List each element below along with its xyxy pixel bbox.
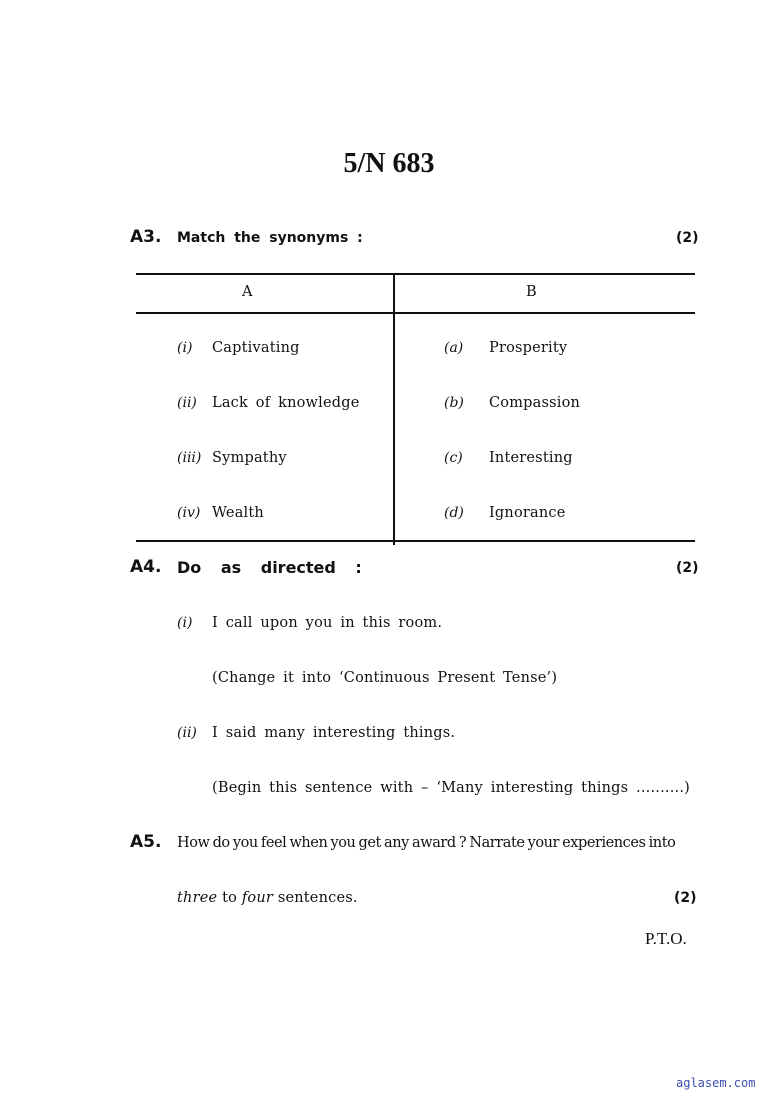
item-instruction: (Change it into ‘Continuous Present Tense’) [212,670,558,686]
item-number: (i) [177,615,193,631]
row-a-number: (i) [177,340,193,356]
row-b-number: (b) [444,395,464,411]
table-top-rule [136,273,695,275]
row-b-text: Prosperity [489,340,568,356]
row-b-number: (a) [444,340,464,356]
item-sentence: I call upon you in this room. [212,615,443,631]
row-a-text: Wealth [212,505,264,521]
question-text-a5-line2 [177,890,358,906]
row-a-text: Lack of knowledge [212,395,360,411]
row-a-text: Sympathy [212,450,287,466]
table-divider [393,273,395,545]
item-sentence: I said many interesting things. [212,725,456,741]
item-number: (ii) [177,725,197,741]
row-b-text: Compassion [489,395,581,411]
text-to: to [217,890,242,906]
item-instruction: (Begin this sentence with – ‘Many interesting things ..........) [212,780,691,796]
row-a-number: (iv) [177,505,201,521]
row-b-number: (d) [444,505,464,521]
column-a-header: A [242,284,253,300]
question-text-a5: How do you feel when you get any award ? Narrate your experiences into [177,835,676,851]
footer-watermark: aglasem.com [676,1076,756,1090]
column-b-header: B [526,284,537,300]
table-header-rule [136,312,695,314]
marks-a4: (2) [676,560,699,576]
question-title-a3: Match the synonyms : [177,230,363,246]
text-sentences: sentences. [273,890,358,906]
question-title-a4: Do as directed : [177,558,362,577]
row-b-text: Interesting [489,450,573,466]
row-a-text: Captivating [212,340,300,356]
row-b-text: Ignorance [489,505,566,521]
question-number-a3: A3. [130,227,162,247]
row-a-number: (iii) [177,450,202,466]
emphasis-three: three [177,890,218,906]
row-a-number: (ii) [177,395,197,411]
please-turn-over: P.T.O. [645,929,687,948]
question-number-a4: A4. [130,557,162,577]
marks-a5: (2) [674,890,697,906]
table-bottom-rule [136,540,695,542]
paper-code: 5/N 683 [343,148,435,179]
marks-a3: (2) [676,230,699,246]
question-number-a5: A5. [130,832,162,852]
row-b-number: (c) [444,450,463,466]
emphasis-four: four [241,890,274,906]
